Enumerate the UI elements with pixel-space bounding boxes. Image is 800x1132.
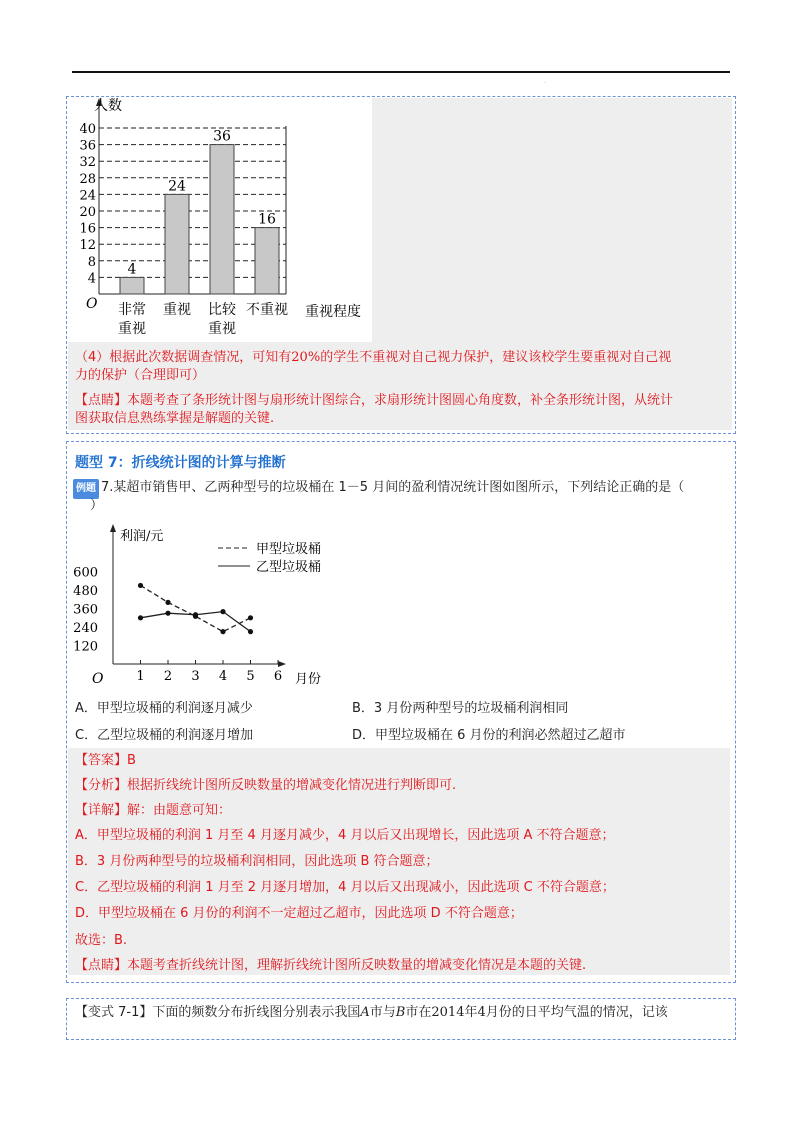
bar-ytick: 4 [87, 271, 96, 287]
bar-ytick: 12 [79, 238, 96, 254]
line-y-arrow [110, 524, 116, 532]
bar-ytick: 36 [79, 138, 96, 154]
bar-ytick: 16 [79, 221, 96, 237]
line-xtick: 3 [191, 669, 200, 684]
solution-d: D．甲型垃圾桶在 6 月份的利润不一定超过乙超市，因此选项 D 不符合题意； [75, 906, 523, 921]
bar-category-label: 非常 [118, 302, 146, 318]
variant-city-b: B [395, 1005, 406, 1020]
line-ytick: 240 [73, 621, 98, 637]
solution-a: A．甲型垃圾桶的利润 1 月至 4 月逐月减少，4 月以后又出现增长，因此选项 A 不符合题意； [75, 828, 615, 843]
variant-text-5: 月份的日平均气温的情况，记该 [485, 1005, 668, 1020]
dianjing1-line1: 【点睛】本题考查了条形统计图与扇形统计图综合，求扇形统计图圆心角度数，补全条形统计图，从统计 [75, 393, 674, 408]
bar-value-label: 16 [258, 211, 276, 228]
bar-rect [210, 145, 234, 294]
bar-ytick: 20 [79, 205, 96, 220]
line-origin: O [92, 671, 104, 687]
line-ytick: 120 [73, 639, 98, 655]
line-point [193, 612, 198, 617]
gray-panel-top [372, 98, 732, 342]
line-xtick: 6 [273, 669, 283, 684]
option-b: B．3 月份两种型号的垃圾桶利润相同 [352, 701, 569, 716]
answer4-line1 [75, 349, 671, 367]
line-point [138, 583, 143, 588]
line-point [248, 629, 253, 634]
bar-origin: O [86, 296, 98, 312]
bar-rect [255, 228, 279, 294]
line-point [165, 600, 170, 605]
bar-chart [68, 98, 372, 342]
option-c: C．乙型垃圾桶的利润逐月增加 [75, 728, 254, 743]
variant-label: 【变式 7-1】 [75, 1005, 153, 1020]
variant-text-2: 市与 [369, 1005, 396, 1020]
option-d: D．甲型垃圾桶在 6 月份的利润必然超过乙超市 [352, 728, 626, 743]
line-point [248, 615, 253, 620]
example-text: 7.某超市销售甲、乙两种型号的垃圾桶在 1－5 月间的盈利情况统计图如图所示，下列结论正确的是（ [101, 480, 685, 495]
answer4-line2: 力的保护（合理即可） [75, 368, 206, 383]
answer4-percent: 20% [291, 350, 321, 365]
bar-category-label: 重视 [163, 302, 191, 318]
variant-month: 4 [477, 1005, 486, 1020]
solution-c: C．乙型垃圾桶的利润 1 月至 2 月逐月增加，4 月以后又出现减小，因此选项 C 不符合题意； [75, 880, 615, 895]
legend-label-jia: 甲型垃圾桶 [256, 542, 322, 557]
solution-answer: 【答案】B [75, 753, 136, 768]
line-ylabel: 利润/元 [120, 529, 164, 544]
bar-category-label: 比较 [208, 302, 236, 318]
bar-category-label: 重视 [118, 321, 146, 337]
variant-city-a: A [360, 1005, 370, 1020]
bar-ytick: 40 [79, 122, 96, 137]
variant-text-1: 下面的频数分布折线图分别表示我国 [152, 1005, 361, 1020]
variant-text-3: 市在 [405, 1005, 432, 1020]
bar-ytick: 8 [87, 254, 96, 270]
solution-analysis: 【分析】根据折线统计图所反映数量的增减变化情况进行判断即可. [75, 778, 457, 793]
line-point [165, 611, 170, 616]
line-xtick: 5 [246, 669, 255, 684]
line-ytick: 480 [73, 584, 98, 600]
line-point [220, 609, 225, 614]
line-xlabel: 月份 [295, 672, 322, 687]
line-point [220, 629, 225, 634]
header-dot: . [544, 78, 546, 85]
solution-dianjing: 【点睛】本题考查折线统计图，理解折线统计图所反映数量的增减变化情况是本题的关键. [75, 958, 587, 973]
bar-xlabel: 重视程度 [305, 304, 361, 320]
line-series-jia [141, 585, 251, 631]
bar-ytick: 28 [79, 171, 96, 187]
line-xtick: 4 [218, 669, 228, 684]
example-question-line2: ） [90, 498, 104, 513]
solution-b: B．3 月份两种型号的垃圾桶利润相同，因此选项 B 符合题意； [75, 854, 439, 869]
example-tag: 例题 [73, 479, 99, 499]
variant-text-4: 年 [464, 1005, 478, 1020]
legend-label-yi: 乙型垃圾桶 [256, 560, 322, 575]
bar-ytick: 32 [79, 155, 96, 171]
example-question-line1 [73, 479, 684, 499]
bar-ylabel: 人数 [94, 98, 122, 114]
line-xtick: 1 [136, 669, 145, 684]
line-xtick: 2 [163, 669, 173, 684]
solution-choose: 故选：B. [75, 933, 128, 948]
bar-value-label: 4 [127, 261, 137, 278]
line-point [138, 615, 143, 620]
line-x-arrow [278, 661, 286, 667]
header-rule [72, 71, 730, 73]
bar-value-label: 24 [168, 178, 186, 195]
answer4-post: 的学生不重视对自己视力保护，建议该校学生要重视对自己视 [320, 350, 672, 365]
option-a: A．甲型垃圾桶的利润逐月减少 [75, 701, 253, 716]
variant-year: 2014 [431, 1005, 465, 1020]
bar-category-label: 重视 [208, 321, 236, 337]
solution-detail: 【详解】解：由题意可知： [75, 803, 232, 818]
dianjing1-line2: 图获取信息熟练掌握是解题的关键. [75, 411, 275, 426]
bar-rect [165, 194, 189, 294]
answer4-pre: （4）根据此次数据调查情况，可知有 [75, 350, 292, 365]
bar-value-label: 36 [213, 128, 231, 145]
bar-category-label: 不重视 [246, 302, 288, 318]
variant-line [75, 1004, 668, 1022]
line-chart [70, 518, 370, 696]
section-title: 题型 7：折线统计图的计算与推断 [75, 455, 286, 471]
bar-ytick: 24 [79, 188, 96, 204]
line-ytick: 360 [73, 602, 98, 618]
line-ytick: 600 [73, 565, 98, 581]
bar-rect [120, 277, 144, 294]
